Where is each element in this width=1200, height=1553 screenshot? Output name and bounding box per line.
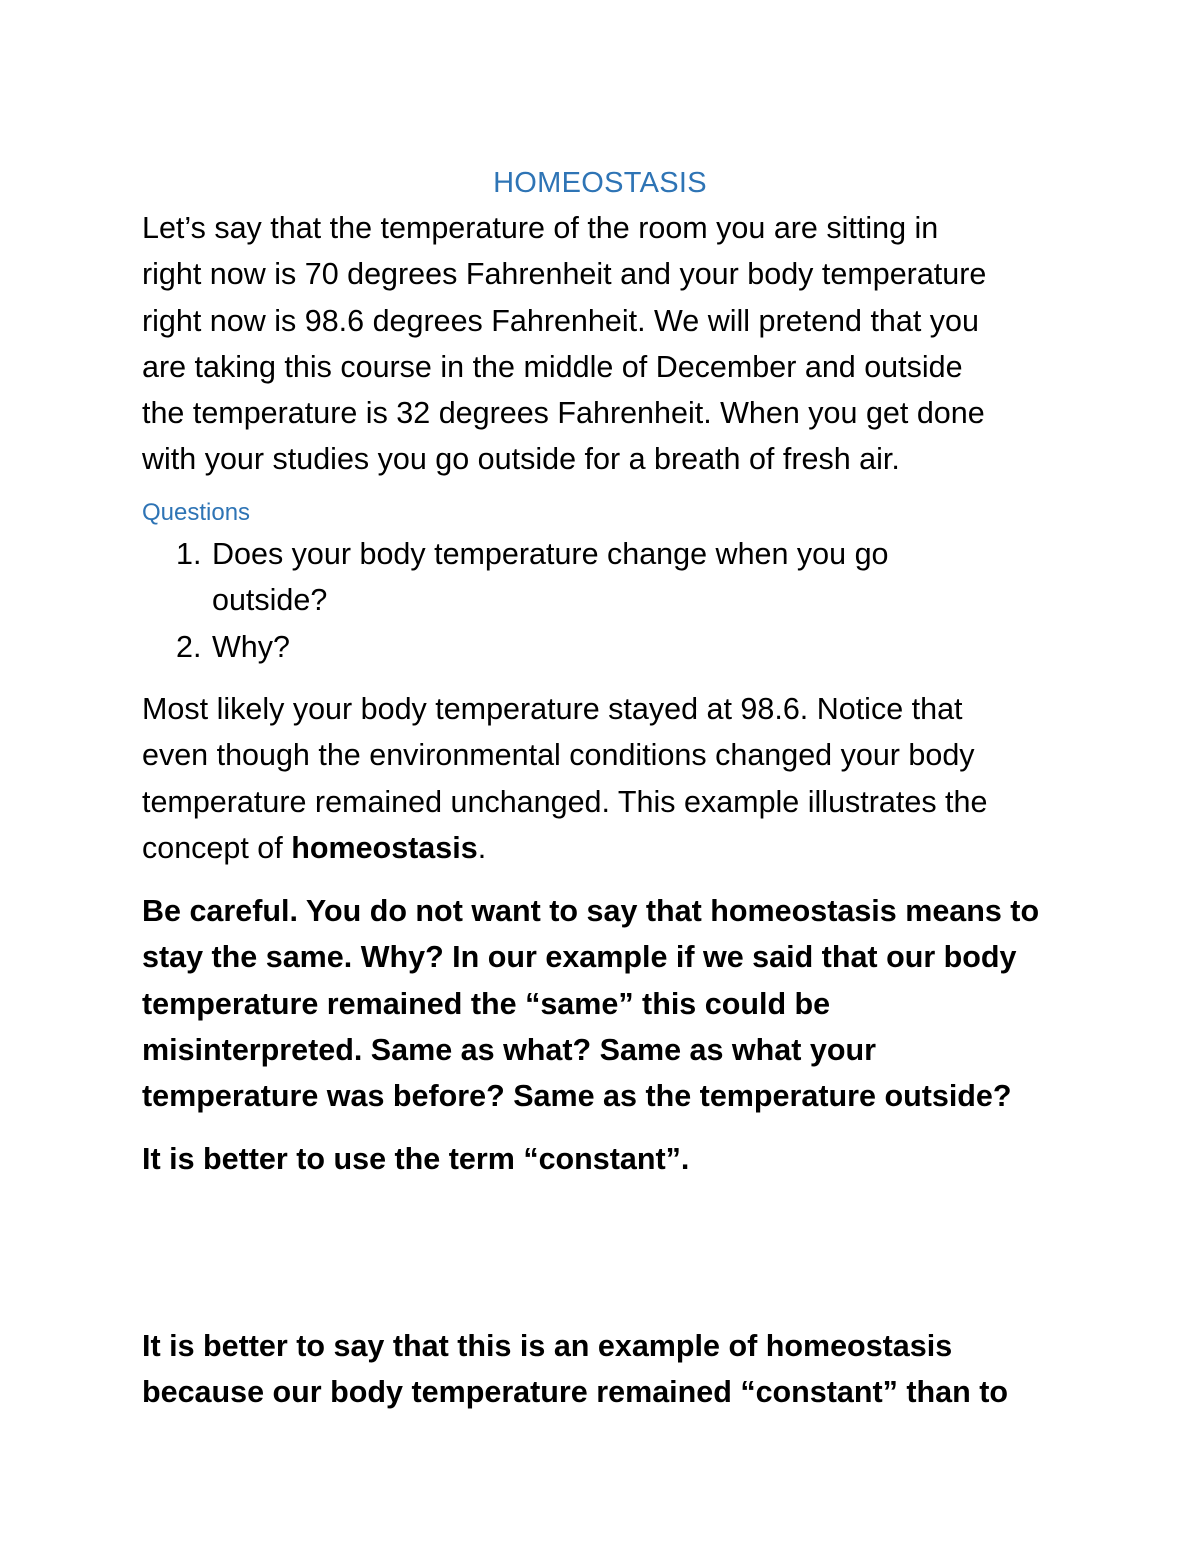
caution-paragraph: Be careful. You do not want to say that homeostasis means to stay the same. Why? In our example if we said that our body temperature remained the “same” this could be misinterpreted. Same as what? Same as what your temperature was before? Same as the temperature outside? — [142, 894, 1040, 1114]
explanation-paragraph — [142, 686, 1072, 871]
questions-heading: Questions — [142, 499, 251, 526]
intro-paragraph: Let’s say that the temperature of the room you are sitting in right now is 70 degrees Fahrenheit and your body temperature right now is 98.6 degrees Fahrenheit. We will pretend that you are taking this course in the middle of December and outside the temperature is 32 degrees Fahrenheit. When you get done with your studies you go outside for a breath of fresh air. — [142, 211, 987, 477]
explanation-text: Most likely your body temperature stayed at 98.6. Notice that even though the environmental conditions changed your body temperature remained unchanged. This example illustrates the concept of — [142, 692, 988, 865]
homeostasis-term: homeostasis — [291, 830, 478, 865]
question-text: Why? — [212, 629, 290, 664]
conclusion-paragraph: It is better to say that this is an example of homeostasis because our body temperature remained “constant” than to — [142, 1329, 1009, 1410]
questions-list — [142, 531, 1072, 670]
advice-paragraph: It is better to use the term “constant”. — [142, 1142, 690, 1176]
question-text: Does your body temperature change when you go outside? — [212, 537, 889, 618]
question-number: 2. — [176, 629, 202, 664]
document-title: HOMEOSTASIS — [493, 167, 707, 199]
question-number: 1. — [176, 537, 202, 571]
explanation-end: . — [477, 830, 487, 865]
question-item — [142, 531, 1072, 624]
question-item — [142, 624, 1072, 670]
